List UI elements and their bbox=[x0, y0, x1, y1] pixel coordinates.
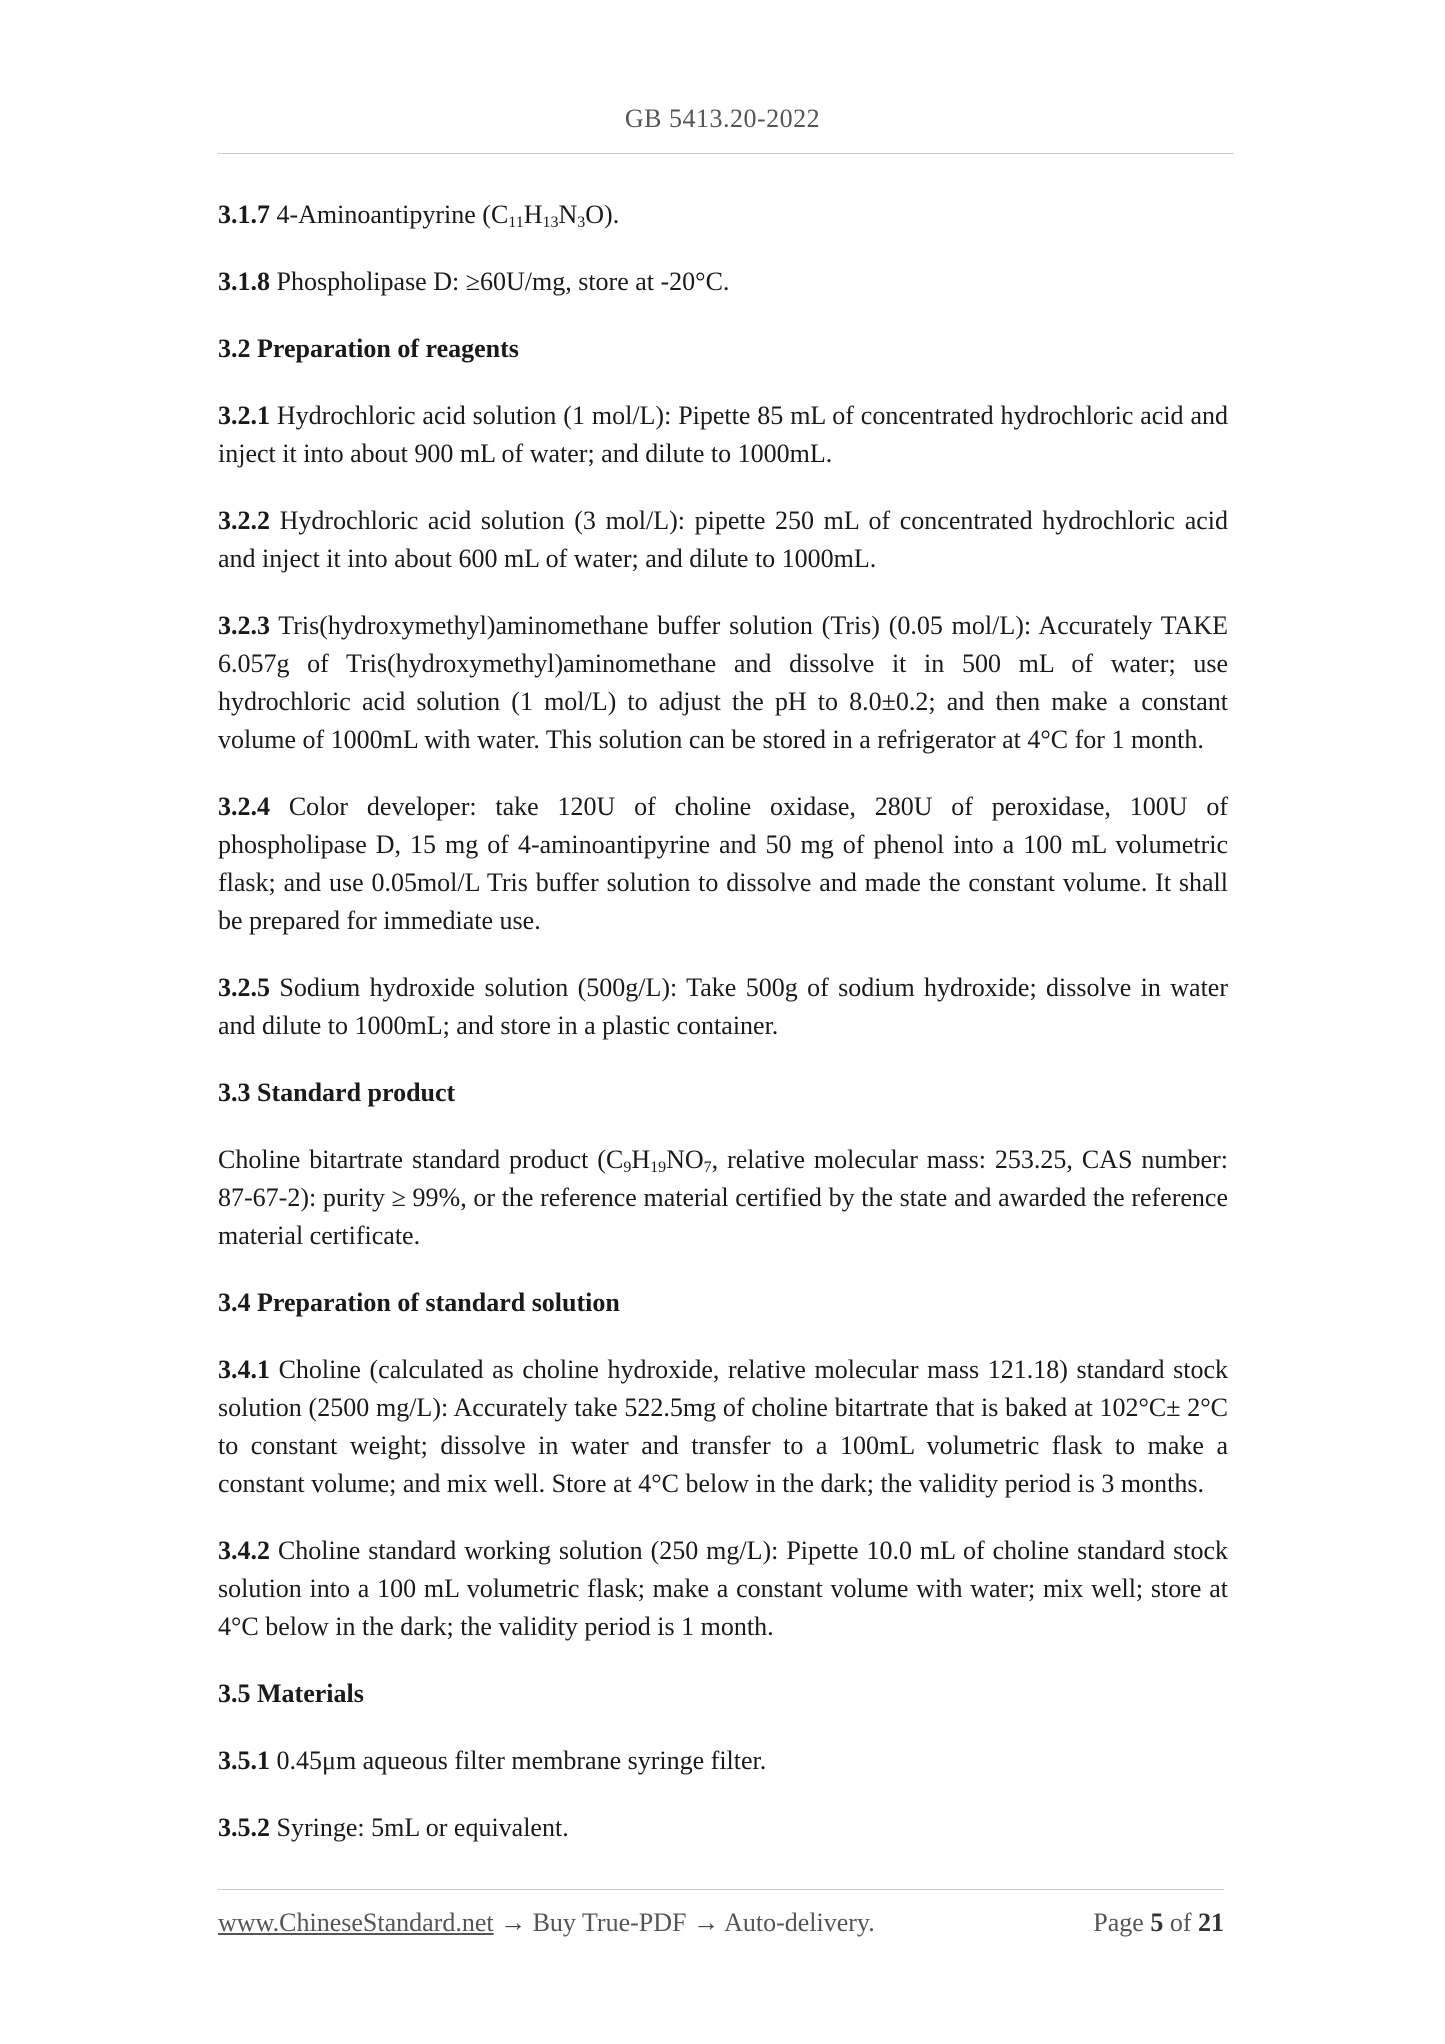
current-page-number: 5 bbox=[1150, 1908, 1164, 1937]
subscript: 7 bbox=[703, 1159, 712, 1176]
clause-text: 0.45μm aqueous filter membrane syringe filter. bbox=[270, 1746, 767, 1775]
section-heading-3-3: 3.3 Standard product bbox=[218, 1078, 456, 1107]
arrow-right-icon: → bbox=[500, 1908, 527, 1937]
section-heading-3-5: 3.5 Materials bbox=[218, 1679, 364, 1708]
clause-3-2-5 bbox=[218, 969, 1228, 1045]
clause-number: 3.5.1 bbox=[218, 1746, 270, 1775]
clause-text: Syringe: 5mL or equivalent. bbox=[270, 1813, 569, 1842]
clause-3-4-2 bbox=[218, 1532, 1228, 1646]
clause-3-4-1 bbox=[218, 1351, 1228, 1503]
page-footer bbox=[218, 1908, 1224, 1948]
section-heading-3-4: 3.4 Preparation of standard solution bbox=[218, 1288, 620, 1317]
formula-element: H bbox=[523, 200, 543, 229]
formula-text-post: , relative molecular mass: 253.25, CAS number: 87-67-2): purity ≥ 99%, or the reference material certified by the state and awarded the reference material certificate. bbox=[218, 1145, 1228, 1250]
header-divider bbox=[218, 153, 1234, 154]
formula-element: NO bbox=[666, 1145, 704, 1174]
clause-number: 3.1.7 bbox=[218, 200, 270, 229]
formula-text-pre: Choline bitartrate standard product (C bbox=[218, 1145, 624, 1174]
buy-true-pdf-text: Buy True-PDF bbox=[532, 1908, 687, 1937]
clause-3-3-text bbox=[218, 1141, 1228, 1255]
auto-delivery-text: Auto-delivery. bbox=[724, 1908, 875, 1937]
clause-text: Color developer: take 120U of choline oxidase, 280U of peroxidase, 100U of phospholipase D, 15 mg of 4-aminoantipyrine and 50 mg of phenol into a 100 mL volumetric flask; and use 0.05mol/L Tris buffer solution to dissolve and made the constant volume. It shall be prepared for immediate use. bbox=[218, 792, 1228, 935]
clause-number: 3.4.2 bbox=[218, 1536, 270, 1565]
clause-number: 3.2.3 bbox=[218, 611, 270, 640]
formula-text-pre: 4-Aminoantipyrine (C bbox=[270, 200, 509, 229]
clause-3-2-3 bbox=[218, 607, 1228, 759]
clause-3-2-1 bbox=[218, 397, 1228, 473]
clause-text: Phospholipase D: ≥60U/mg, store at -20°C. bbox=[270, 267, 730, 296]
subscript: 9 bbox=[623, 1159, 632, 1176]
clause-text: Hydrochloric acid solution (1 mol/L): Pipette 85 mL of concentrated hydrochloric acid and inject it into about 900 mL of water; and dilute to 1000mL. bbox=[218, 401, 1228, 468]
formula-text-post: O). bbox=[585, 200, 620, 229]
clause-3-1-8 bbox=[218, 263, 1228, 301]
subscript: 13 bbox=[542, 214, 559, 231]
clause-text: Hydrochloric acid solution (3 mol/L): pipette 250 mL of concentrated hydrochloric acid and inject it into about 600 mL of water; and dilute to 1000mL. bbox=[218, 506, 1228, 573]
footer-divider bbox=[218, 1889, 1224, 1890]
document-body bbox=[218, 196, 1228, 1876]
clause-number: 3.4.1 bbox=[218, 1355, 270, 1384]
clause-3-1-7 bbox=[218, 196, 1228, 234]
subscript: 11 bbox=[508, 214, 524, 231]
section-heading-3-2: 3.2 Preparation of reagents bbox=[218, 334, 519, 363]
clause-3-5-1 bbox=[218, 1742, 1228, 1780]
clause-text: Sodium hydroxide solution (500g/L): Take 500g of sodium hydroxide; dissolve in water and dilute to 1000mL; and store in a plastic container. bbox=[218, 973, 1228, 1040]
clause-number: 3.2.5 bbox=[218, 973, 270, 1002]
subscript: 3 bbox=[577, 214, 586, 231]
clause-number: 3.2.4 bbox=[218, 792, 270, 821]
subscript: 19 bbox=[650, 1159, 667, 1176]
clause-3-2-4 bbox=[218, 788, 1228, 940]
clause-3-5-2 bbox=[218, 1809, 1228, 1847]
clause-number: 3.2.1 bbox=[218, 401, 270, 430]
clause-text: Tris(hydroxymethyl)aminomethane buffer solution (Tris) (0.05 mol/L): Accurately TAKE 6.057g of Tris(hydroxymethyl)aminomethane and dissolve it in 500 mL of water; use hydrochloric acid solution (1 mol/L) to adjust the pH to 8.0±0.2; and then make a constant volume of 1000mL with water. This solution can be stored in a refrigerator at 4°C for 1 month. bbox=[218, 611, 1228, 754]
clause-number: 3.1.8 bbox=[218, 267, 270, 296]
formula-element: N bbox=[558, 200, 578, 229]
clause-text: Choline standard working solution (250 mg/L): Pipette 10.0 mL of choline standard stock solution into a 100 mL volumetric flask; make a constant volume with water; mix well; store at 4°C below in the dark; the validity period is 1 month. bbox=[218, 1536, 1228, 1641]
document-header-title: GB 5413.20-2022 bbox=[624, 104, 821, 133]
of-label: of bbox=[1169, 1908, 1192, 1937]
clause-3-2-2 bbox=[218, 502, 1228, 578]
page-indicator bbox=[1093, 1908, 1224, 1938]
clause-number: 3.2.2 bbox=[218, 506, 270, 535]
clause-text: Choline (calculated as choline hydroxide, relative molecular mass 121.18) standard stock solution (2500 mg/L): Accurately take 522.5mg of choline bitartrate that is baked at 102°C± 2°C to constant weight; dissolve in water and transfer to a 100mL volumetric flask to make a constant volume; and mix well. Store at 4°C below in the dark; the validity period is 3 months. bbox=[218, 1355, 1228, 1498]
arrow-right-icon: → bbox=[693, 1908, 719, 1937]
website-link[interactable]: www.ChineseStandard.net bbox=[218, 1908, 494, 1937]
page-label: Page bbox=[1093, 1908, 1144, 1937]
total-page-number: 21 bbox=[1198, 1908, 1224, 1937]
formula-element: H bbox=[631, 1145, 651, 1174]
clause-number: 3.5.2 bbox=[218, 1813, 270, 1842]
footer-promo bbox=[218, 1908, 875, 1938]
